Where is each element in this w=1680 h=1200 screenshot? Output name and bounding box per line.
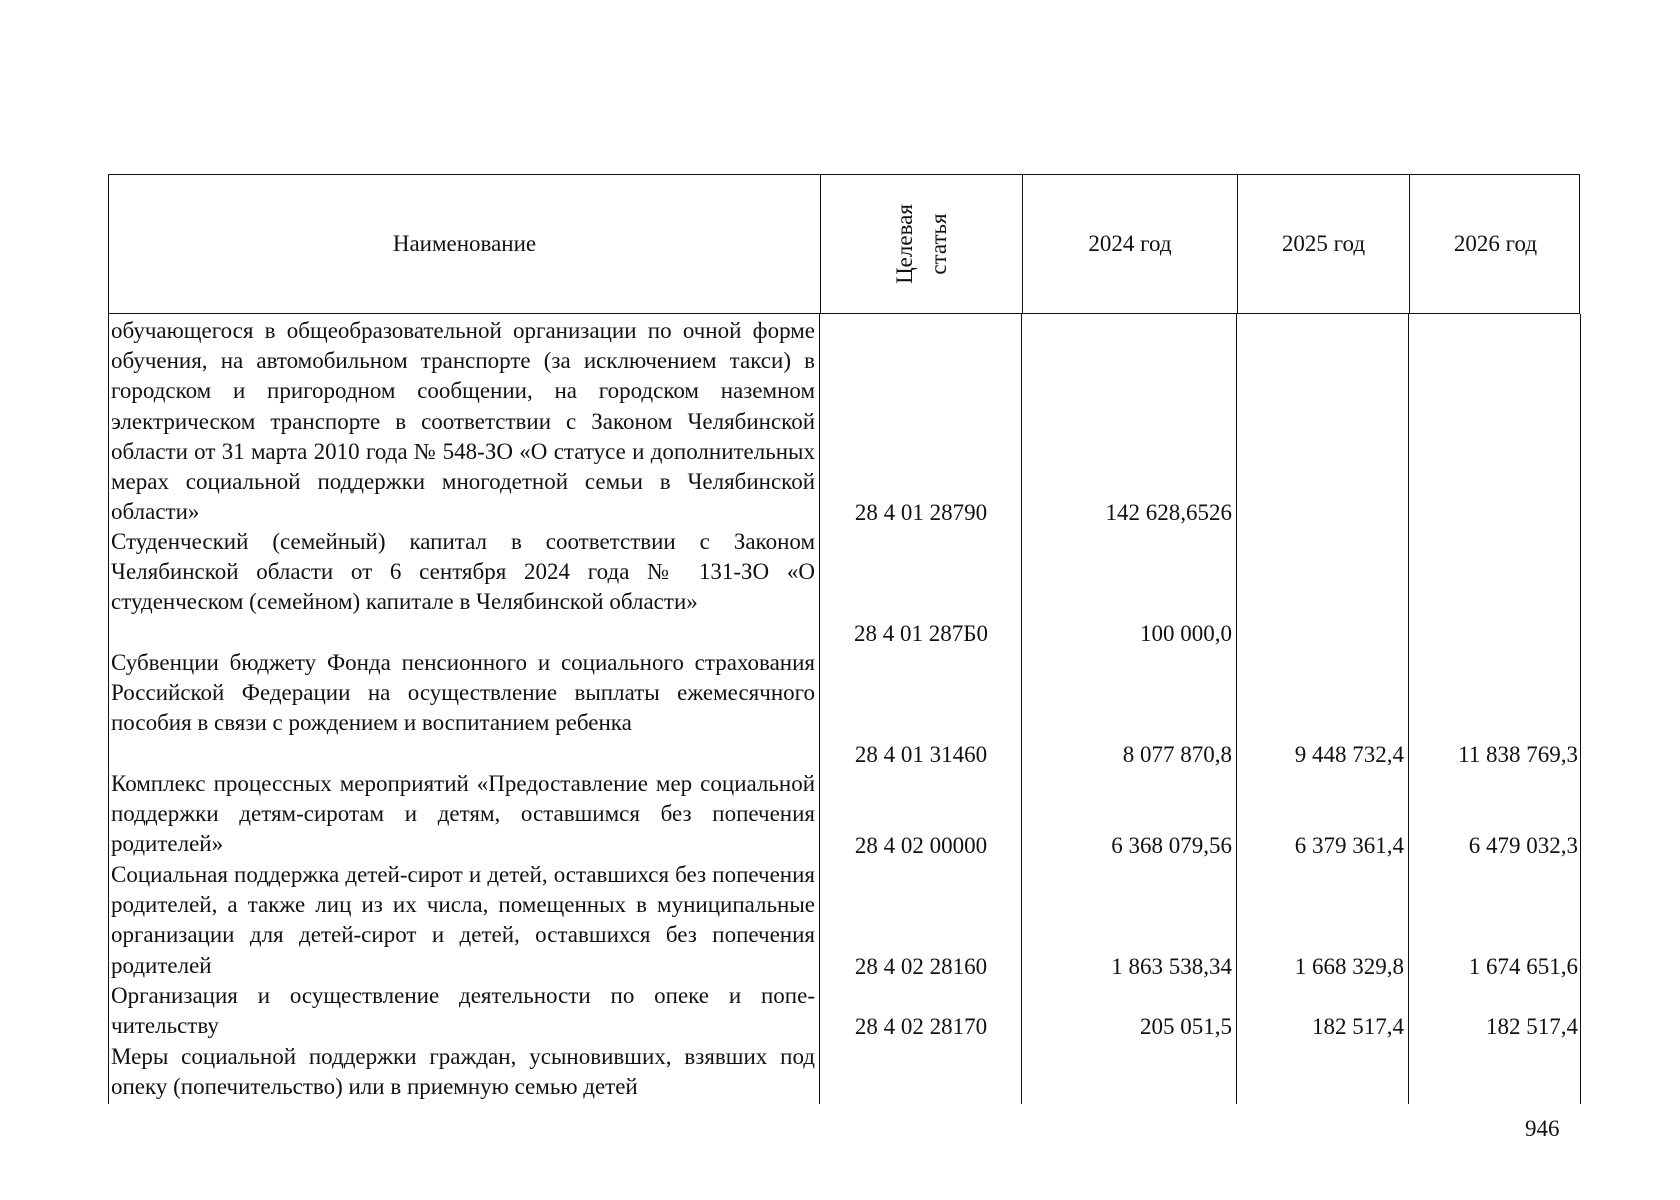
header-2024	[1022, 175, 1237, 313]
header-target-line1: Целевая	[891, 204, 917, 284]
row-value-2025: 9 448 732,4	[1294, 742, 1404, 767]
row-name: Студенческий (семейный) капитал в соответствии с Законом Челябинской области от 6 сентября 2024 года № 131-ЗО «О студенческом (семейном) капитале в Челябинской области»	[111, 529, 815, 615]
row-value-2025: 1 668 329,8	[1294, 954, 1404, 979]
page-number: 946	[1525, 1116, 1560, 1141]
row-code: 28 4 01 28790	[854, 500, 988, 525]
column-divider	[1021, 314, 1022, 1104]
row-name: Организация и осуществление деятельности по опеке и попечительству	[111, 983, 815, 1039]
row-name: Меры социальной поддержки граждан, усыновивших, взявших под опеку (попечительство) или в приемную семью детей	[111, 1044, 815, 1100]
table-header	[108, 174, 1580, 314]
row-value-2024: 1 863 538,34	[1111, 954, 1232, 979]
column-divider	[1408, 314, 1409, 1104]
row-value-2026: 1 674 651,6	[1468, 954, 1578, 979]
row-value-2024: 100 000,0	[1140, 621, 1232, 646]
header-2025-label: 2025 год	[1281, 231, 1366, 256]
row-code: 28 4 01 287Б0	[854, 621, 988, 646]
row-name: обучающегося в общеобразовательной организации по очной форме обучения, на автомобильном транспорте (за исключением такси) в городском и пригородном сообщении, на городском наземном электрическом транспорте в соответствии с Законом Челябинской области от 31 марта 2010 года № 548-ЗО «О статусе и дополнительных мерах социальной поддержки многодетной семьи в Челябинской области»	[111, 318, 815, 525]
row-value-2024: 142 628,6526	[1105, 500, 1232, 525]
row-value-2024: 8 077 870,8	[1122, 742, 1232, 767]
row-code: 28 4 02 28160	[854, 954, 988, 979]
row-code: 28 4 02 00000	[854, 833, 988, 858]
row-value-2026: 6 479 032,3	[1468, 833, 1578, 858]
table-body	[108, 314, 1580, 1104]
row-value-2024: 205 051,5	[1140, 1014, 1232, 1039]
column-divider	[819, 314, 820, 1104]
column-divider	[108, 314, 109, 1104]
column-divider	[1580, 314, 1581, 1104]
row-name: Социальная поддержка детей-сирот и детей, оставшихся без попечения родителей, а также лиц из их числа, помещенных в муниципальные организации для детей-сирот и детей, оставшихся без попечения родителей	[111, 862, 815, 978]
row-code: 28 4 01 31460	[854, 742, 988, 767]
row-value-2026: 182 517,4	[1486, 1014, 1578, 1039]
row-value-2025: 182 517,4	[1312, 1014, 1404, 1039]
header-2026-label: 2026 год	[1453, 231, 1538, 256]
row-name: Комплекс процессных мероприятий «Предоставление мер социальной поддержки детям-сиротам и детям, оставшимся без попечения родителей»	[111, 771, 815, 857]
header-name	[109, 175, 820, 313]
column-divider	[1236, 314, 1237, 1104]
header-2026	[1409, 175, 1581, 313]
header-2024-label: 2024 год	[1088, 231, 1172, 256]
header-target	[820, 175, 1022, 313]
row-value-2026: 11 838 769,3	[1458, 742, 1578, 767]
row-value-2025: 6 379 361,4	[1294, 833, 1404, 858]
header-target-label	[887, 204, 955, 284]
header-2025	[1237, 175, 1409, 313]
row-name: Субвенции бюджету Фонда пенсионного и социального страхования Российской Федерации на осуществление выплаты ежемесячного пособия в связи с рождением и воспитанием ребенка	[111, 650, 815, 736]
header-target-line2: статья	[925, 213, 951, 275]
row-code: 28 4 02 28170	[854, 1014, 988, 1039]
header-name-label: Наименование	[392, 231, 537, 256]
row-value-2024: 6 368 079,56	[1111, 833, 1232, 858]
